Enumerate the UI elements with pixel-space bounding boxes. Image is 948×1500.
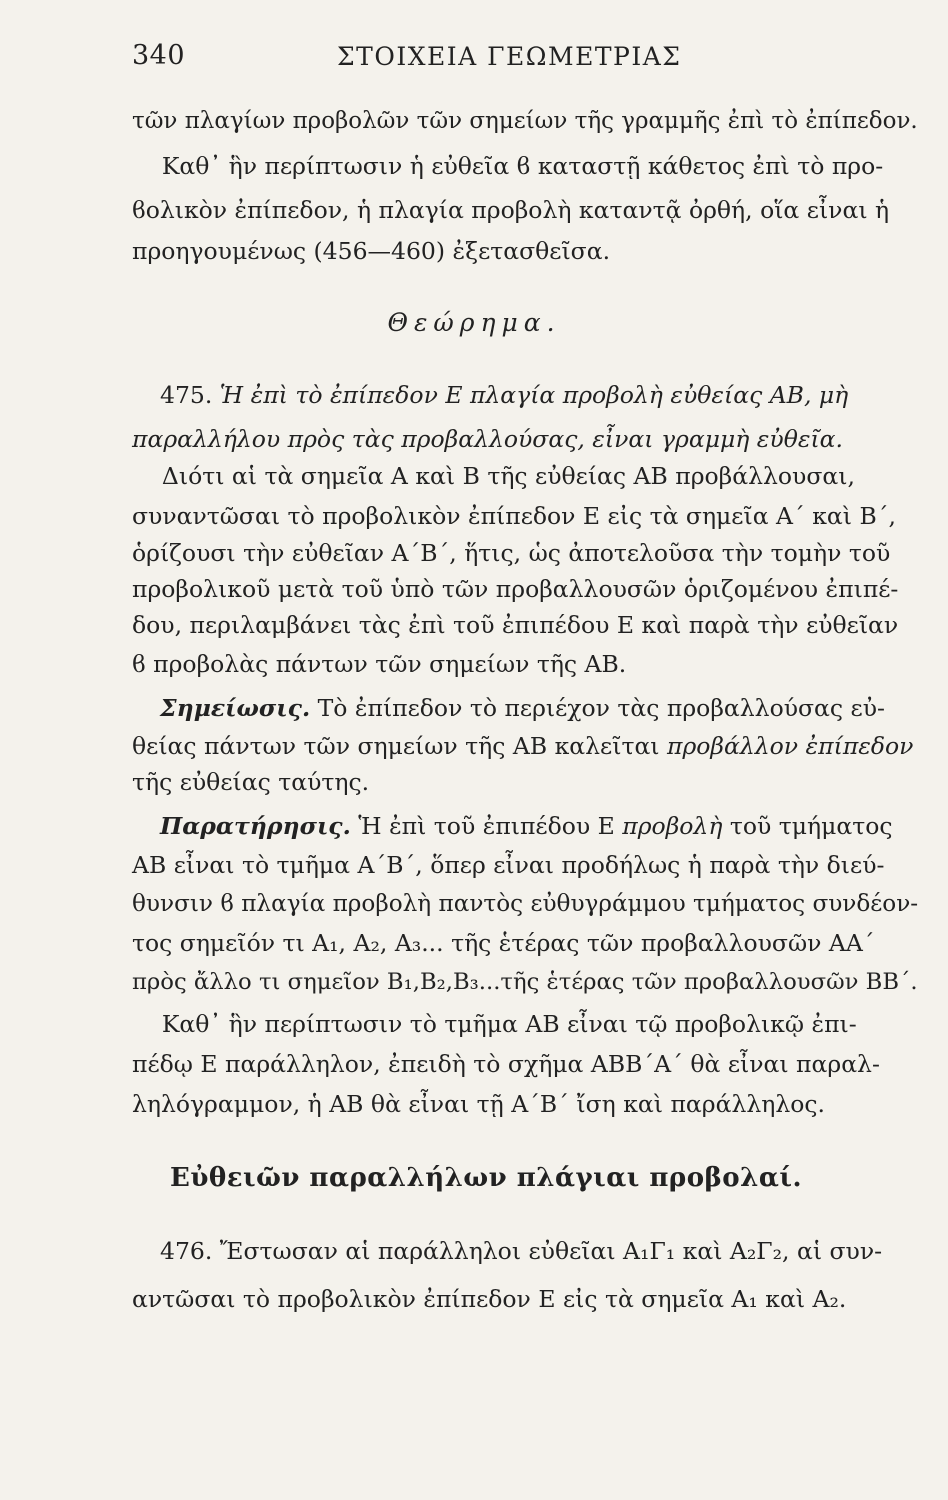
text-line: Καθ᾽ ἣν περίπτωσιν ἡ εὐθεῖα ϐ καταστῇ κάθετος ἐπὶ τὸ προ- xyxy=(132,152,884,180)
theorem-statement-line: παραλλήλου πρὸς τὰς προβαλλούσας, εἶναι γραμμὴ εὐθεῖα. xyxy=(132,425,844,453)
text-line: δου, περιλαμβάνει τὰς ἐπὶ τοῦ ἐπιπέδου Ε καὶ παρὰ τὴν εὐθεῖαν xyxy=(132,611,899,639)
note-label: Σημείωσις. xyxy=(160,694,311,722)
remark-line xyxy=(160,812,893,840)
note-line: τῆς εὐθείας ταύτης. xyxy=(132,768,370,796)
note-text: θείας πάντων τῶν σημείων τῆς ΑΒ καλεῖται xyxy=(132,732,667,760)
remark-line: τος σημεῖόν τι Α₁, Α₂, Α₃... τῆς ἑτέρας τῶν προβαλλουσῶν ΑΑ΄ xyxy=(132,929,875,957)
theorem-number: 475. xyxy=(160,381,213,409)
remark-line: Καθ᾽ ἣν περίπτωσιν τὸ τμῆμα ΑΒ εἶναι τῷ προβολικῷ ἐπι- xyxy=(132,1010,857,1038)
page-header xyxy=(132,40,892,80)
text-line: Διότι αἱ τὰ σημεῖα Α καὶ Β τῆς εὐθείας ΑΒ προβάλλουσαι, xyxy=(132,462,855,490)
text-line: ὁρίζουσι τὴν εὐθεῖαν Α΄Β΄, ἥτις, ὡς ἀποτελοῦσα τὴν τομὴν τοῦ xyxy=(132,539,891,567)
section-heading: Εὐθειῶν παραλλήλων πλάγιαι προβολαί. xyxy=(170,1163,803,1193)
note-text: Τὸ ἐπίπεδον τὸ περιέχον τὰς προβαλλούσας εὐ- xyxy=(310,694,885,722)
remark-line: πρὸς ἄλλο τι σημεῖον Β₁,Β₂,Β₃...τῆς ἑτέρας τῶν προβαλλουσῶν ΒΒ΄. xyxy=(132,969,918,995)
text-line: ϐ προβολὰς πάντων τῶν σημείων τῆς ΑΒ. xyxy=(132,650,627,678)
text-line: τῶν πλαγίων προβολῶν τῶν σημείων τῆς γραμμῆς ἐπὶ τὸ ἐπίπεδον. xyxy=(132,108,918,134)
theorem-text: Ἡ ἐπὶ τὸ ἐπίπεδον Ε πλαγία προβολὴ εὐθείας ΑΒ, μὴ xyxy=(212,381,849,409)
remark-label: Παρατήρησις. xyxy=(160,812,351,840)
theorem-heading: Θεώρημα. xyxy=(387,308,561,337)
paragraph-line: αντῶσαι τὸ προβολικὸν ἐπίπεδον Ε εἰς τὰ σημεῖα Α₁ καὶ Α₂. xyxy=(132,1285,847,1313)
theorem-statement-line xyxy=(160,381,849,409)
remark-line: θυνσιν ϐ πλαγία προβολὴ παντὸς εὐθυγράμμου τμήματος συνδέον- xyxy=(132,891,919,917)
text-line: συναντῶσαι τὸ προβολικὸν ἐπίπεδον Ε εἰς τὰ σημεῖα Α΄ καὶ Β΄, xyxy=(132,502,896,530)
note-term: προβάλλον ἐπίπεδον xyxy=(667,732,914,760)
remark-line: ληλόγραμμον, ἡ ΑΒ θὰ εἶναι τῇ Α΄Β΄ ἴση καὶ παράλληλος. xyxy=(132,1090,825,1118)
remark-text: Ἡ ἐπὶ τοῦ ἐπιπέδου Ε xyxy=(350,812,623,840)
running-title: ΣΤΟΙΧΕΙΑ ΓΕΩΜΕΤΡΙΑΣ xyxy=(337,42,682,71)
text-line: προηγουμένως (456—460) ἐξετασθεῖσα. xyxy=(132,237,611,265)
text-line: ϐολικὸν ἐπίπεδον, ἡ πλαγία προβολὴ καταντᾷ ὀρθή, οἵα εἶναι ἡ xyxy=(132,196,890,224)
remark-text: τοῦ τμήματος xyxy=(722,812,893,840)
paragraph-line: 476. Ἔστωσαν αἱ παράλληλοι εὐθεῖαι Α₁Γ₁ καὶ Α₂Γ₂, αἱ συν- xyxy=(160,1237,883,1265)
remark-line: πέδῳ Ε παράλληλον, ἐπειδὴ τὸ σχῆμα ΑΒΒ΄Α΄ θὰ εἶναι παραλ- xyxy=(132,1050,880,1078)
remark-term: προβολὴ xyxy=(622,812,723,840)
page-number: 340 xyxy=(132,40,186,71)
note-line xyxy=(132,732,914,760)
text-line: προβολικοῦ μετὰ τοῦ ὑπὸ τῶν προβαλλουσῶν ὁριζομένου ἐπιπέ- xyxy=(132,575,899,603)
remark-line: ΑΒ εἶναι τὸ τμῆμα Α΄Β΄, ὅπερ εἶναι προδήλως ἡ παρὰ τὴν διεύ- xyxy=(132,851,885,879)
note-line xyxy=(160,694,885,722)
